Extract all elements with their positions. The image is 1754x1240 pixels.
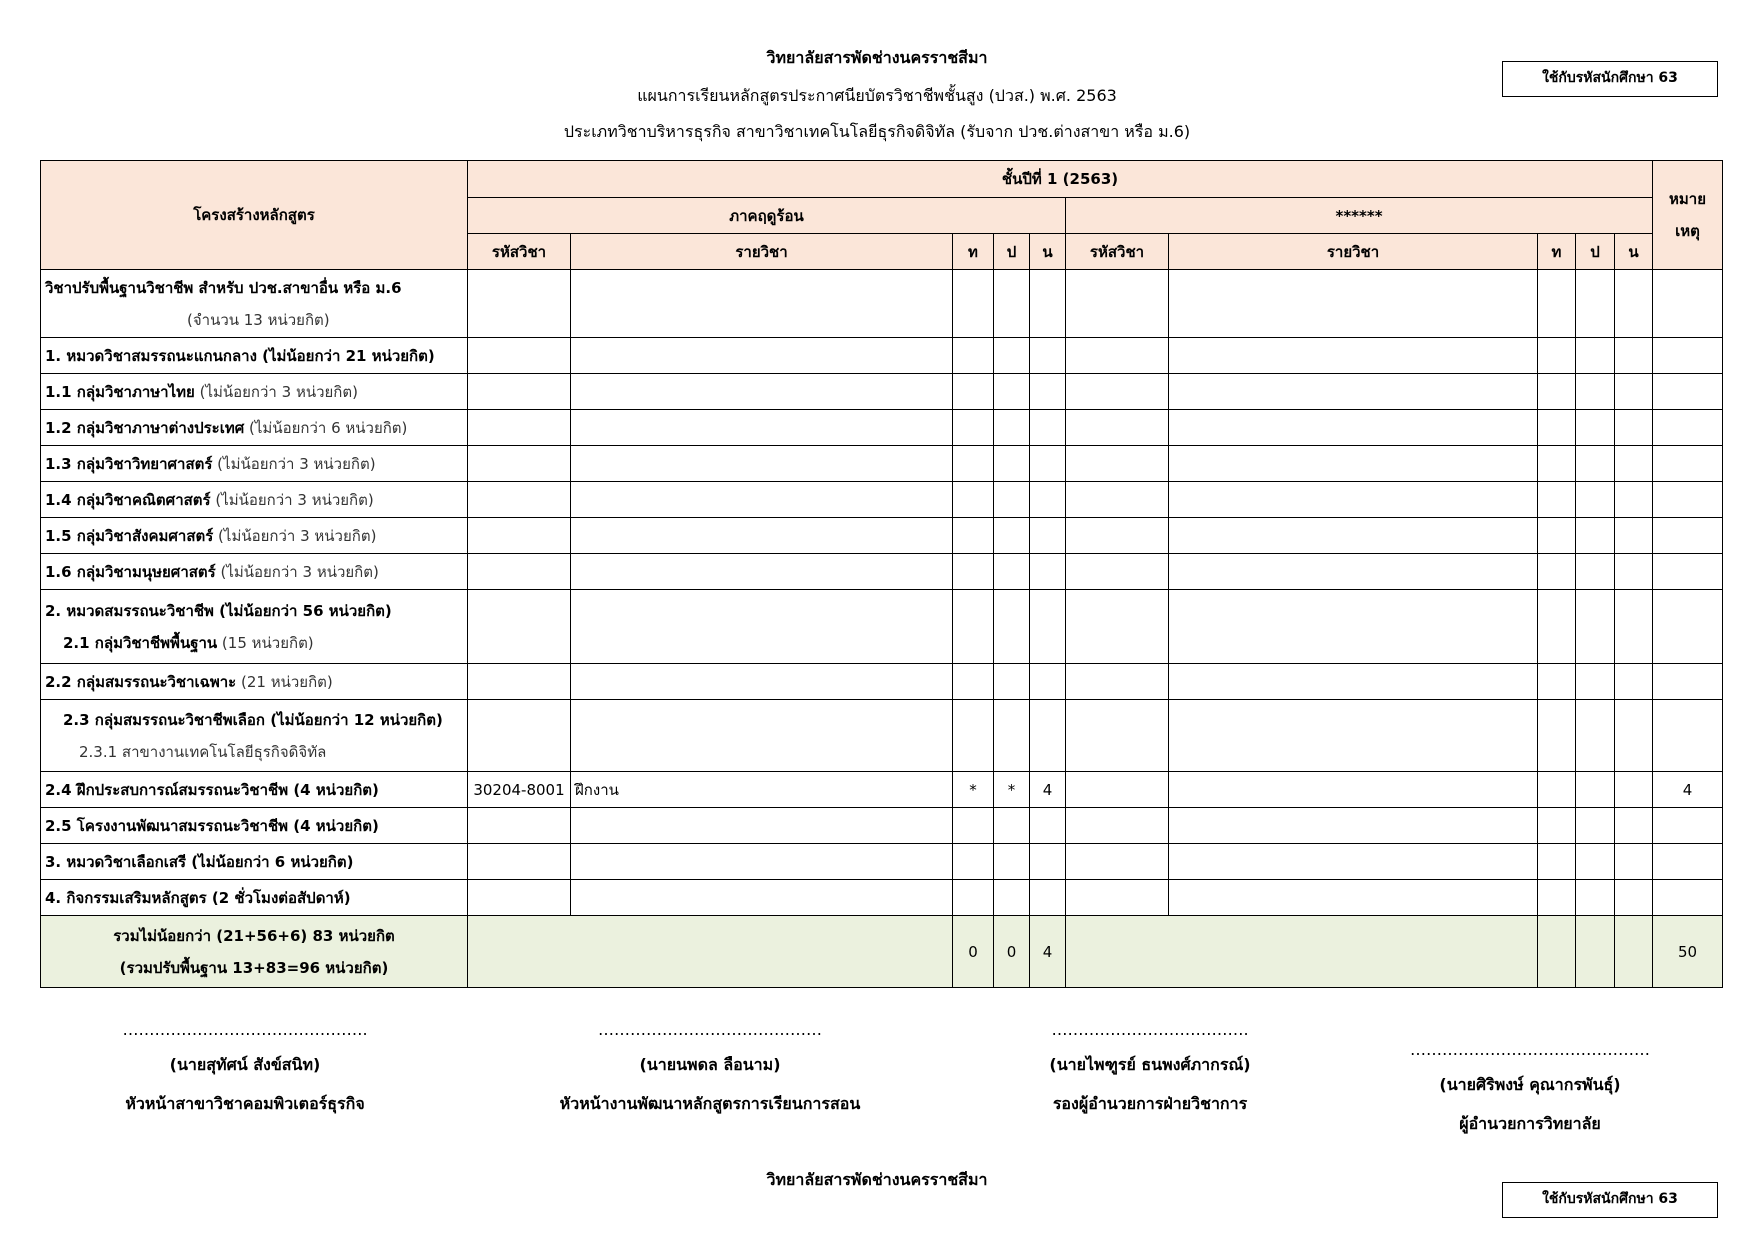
signature-4 xyxy=(1400,1040,1660,1137)
signer-name: (นายไพฑูรย์ ธนพงศ์ภากรณ์) xyxy=(1049,1055,1251,1074)
group-label: 2.2 กลุ่มสมรรถนะวิชาเฉพาะ xyxy=(45,672,237,691)
foundation-label: วิชาปรับพื้นฐานวิชาชีพ สำหรับ ปวช.สาขาอื่น หรือ ม.6 xyxy=(45,278,402,297)
total-line1: รวมไม่น้อยกว่า (21+56+6) 83 หน่วยกิต xyxy=(113,926,395,945)
group-credits: (ไม่น้อยกว่า 3 หน่วยกิต) xyxy=(215,562,379,581)
structure-cell xyxy=(41,446,468,482)
table-row xyxy=(41,772,1723,808)
table-row xyxy=(41,338,1723,374)
term1-header: ภาคฤดูร้อน xyxy=(468,198,1066,234)
table-row xyxy=(41,374,1723,410)
structure-cell xyxy=(41,664,468,700)
remark-header xyxy=(1653,161,1723,270)
group-credits: (ไม่น้อยกว่า 6 หน่วยกิต) xyxy=(244,418,408,437)
code-header-2: รหัสวิชา xyxy=(1066,234,1169,270)
t-header: ท xyxy=(953,234,994,270)
structure-cell xyxy=(41,374,468,410)
group-label: 1.4 กลุ่มวิชาคณิตศาสตร์ xyxy=(45,490,211,509)
p-header-2: ป xyxy=(1576,234,1615,270)
p-header: ป xyxy=(994,234,1030,270)
total-n: 4 xyxy=(1030,916,1066,988)
structure-cell xyxy=(41,518,468,554)
group-label: 1.6 กลุ่มวิชามนุษยศาสตร์ xyxy=(45,562,216,581)
remark-header-2: เหตุ xyxy=(1675,222,1700,240)
structure-cell: 1. หมวดวิชาสมรรถนะแกนกลาง (ไม่น้อยกว่า 21 หน่วยกิต) xyxy=(41,338,468,374)
table-row xyxy=(41,664,1723,700)
group-label: 1.3 กลุ่มวิชาวิทยาศาสตร์ xyxy=(45,454,213,473)
group-credits: (ไม่น้อยกว่า 3 หน่วยกิต) xyxy=(213,526,377,545)
table-row xyxy=(41,844,1723,880)
n-header: น xyxy=(1030,234,1066,270)
next-page-student-id-box: ใช้กับรหัสนักศึกษา 63 xyxy=(1502,1182,1718,1218)
structure-cell xyxy=(41,270,468,338)
group-label: 2.3 กลุ่มสมรรถนะวิชาชีพเลือก (ไม่น้อยกว่า 12 หน่วยกิต) xyxy=(63,710,443,729)
structure-cell xyxy=(41,554,468,590)
signer-name: (นายนพดล ลือนาม) xyxy=(639,1055,781,1074)
signature-line: …………………………………… xyxy=(598,1020,822,1039)
signature-line: ………………………………………. xyxy=(122,1020,368,1039)
group-label: 2.1 กลุ่มวิชาชีพพื้นฐาน xyxy=(63,633,218,652)
course-code: 30204-8001 xyxy=(468,772,571,808)
year-header: ชั้นปีที่ 1 (2563) xyxy=(468,161,1653,198)
signer-role: รองผู้อำนวยการฝ่ายวิชาการ xyxy=(1052,1094,1248,1113)
total-label xyxy=(41,916,468,988)
table-row xyxy=(41,270,1723,338)
signature-1 xyxy=(110,1020,380,1117)
code-header: รหัสวิชา xyxy=(468,234,571,270)
total-line2: (รวมปรับพื้นฐาน 13+83=96 หน่วยกิต) xyxy=(119,958,389,977)
structure-cell: 3. หมวดวิชาเลือกเสรี (ไม่น้อยกว่า 6 หน่วยกิต) xyxy=(41,844,468,880)
next-page-college-name: วิทยาลัยสารพัดช่างนครราชสีมา xyxy=(766,1170,988,1189)
table-row xyxy=(41,518,1723,554)
structure-header: โครงสร้างหลักสูตร xyxy=(41,161,468,270)
table-row xyxy=(41,808,1723,844)
structure-cell xyxy=(41,700,468,772)
table-row xyxy=(41,482,1723,518)
subgroup-label: 2.3.1 สาขางานเทคโนโลยีธุรกิจดิจิทัล xyxy=(79,742,327,761)
structure-cell xyxy=(41,590,468,664)
group-label: 1.2 กลุ่มวิชาภาษาต่างประเทศ xyxy=(45,418,245,437)
signer-role: ผู้อำนวยการวิทยาลัย xyxy=(1459,1114,1601,1133)
group-credits: (15 หน่วยกิต) xyxy=(217,633,314,652)
course-t: * xyxy=(953,772,994,808)
remark-header-1: หมาย xyxy=(1669,190,1707,208)
course-subject: ฝึกงาน xyxy=(571,772,953,808)
college-name: วิทยาลัยสารพัดช่างนครราชสีมา xyxy=(766,48,988,67)
table-row xyxy=(41,700,1723,772)
group-label: 1.5 กลุ่มวิชาสังคมศาสตร์ xyxy=(45,526,214,545)
group-label: 1.1 กลุ่มวิชาภาษาไทย xyxy=(45,382,195,401)
structure-cell xyxy=(41,482,468,518)
table-row xyxy=(41,590,1723,664)
table-row xyxy=(41,410,1723,446)
term2-header: ****** xyxy=(1066,198,1653,234)
plan-title: แผนการเรียนหลักสูตรประกาศนียบัตรวิชาชีพชั้นสูง (ปวส.) พ.ศ. 2563 xyxy=(637,86,1117,105)
group-credits: (21 หน่วยกิต) xyxy=(236,672,333,691)
structure-cell: 2.4 ฝึกประสบการณ์สมรรถนะวิชาชีพ (4 หน่วยกิต) xyxy=(41,772,468,808)
total-t: 0 xyxy=(953,916,994,988)
next-page-id-box-clip xyxy=(1502,1182,1718,1207)
subject-header: รายวิชา xyxy=(571,234,953,270)
table-row xyxy=(41,554,1723,590)
course-p: * xyxy=(994,772,1030,808)
total-remark: 50 xyxy=(1653,916,1723,988)
total-p: 0 xyxy=(994,916,1030,988)
total-row xyxy=(41,916,1723,988)
structure-cell xyxy=(41,410,468,446)
signature-line: ……………………………………… xyxy=(1410,1040,1650,1059)
n-header-2: น xyxy=(1615,234,1653,270)
signature-3 xyxy=(1010,1020,1290,1117)
signer-name: (นายสุทัศน์ สังข์สนิท) xyxy=(169,1055,321,1074)
group-credits: (ไม่น้อยกว่า 3 หน่วยกิต) xyxy=(194,382,358,401)
signature-2 xyxy=(540,1020,880,1117)
subject-header-2: รายวิชา xyxy=(1169,234,1538,270)
signer-name: (นายศิริพงษ์ คุณากรพันธุ์) xyxy=(1439,1075,1621,1094)
group-credits: (ไม่น้อยกว่า 3 หน่วยกิต) xyxy=(212,454,376,473)
t-header-2: ท xyxy=(1538,234,1576,270)
study-plan-table xyxy=(40,160,1723,988)
table-row xyxy=(41,880,1723,916)
student-id-box: ใช้กับรหัสนักศึกษา 63 xyxy=(1502,61,1718,97)
signature-line: ………………………………. xyxy=(1051,1020,1249,1039)
category-label: 2. หมวดสมรรถนะวิชาชีพ (ไม่น้อยกว่า 56 หน่วยกิต) xyxy=(45,601,392,620)
structure-cell: 2.5 โครงงานพัฒนาสมรรถนะวิชาชีพ (4 หน่วยกิต) xyxy=(41,808,468,844)
group-credits: (ไม่น้อยกว่า 3 หน่วยกิต) xyxy=(210,490,374,509)
program-title: ประเภทวิชาบริหารธุรกิจ สาขาวิชาเทคโนโลยีธุรกิจดิจิทัล (รับจาก ปวช.ต่างสาขา หรือ ม.6) xyxy=(563,122,1191,141)
structure-cell: 4. กิจกรรมเสริมหลักสูตร (2 ชั่วโมงต่อสัปดาห์) xyxy=(41,880,468,916)
course-remark: 4 xyxy=(1653,772,1723,808)
foundation-credits: (จำนวน 13 หน่วยกิต) xyxy=(187,310,330,329)
course-n: 4 xyxy=(1030,772,1066,808)
signer-role: หัวหน้าสาขาวิชาคอมพิวเตอร์ธุรกิจ xyxy=(125,1094,365,1113)
table-row xyxy=(41,446,1723,482)
signer-role: หัวหน้างานพัฒนาหลักสูตรการเรียนการสอน xyxy=(559,1094,861,1113)
